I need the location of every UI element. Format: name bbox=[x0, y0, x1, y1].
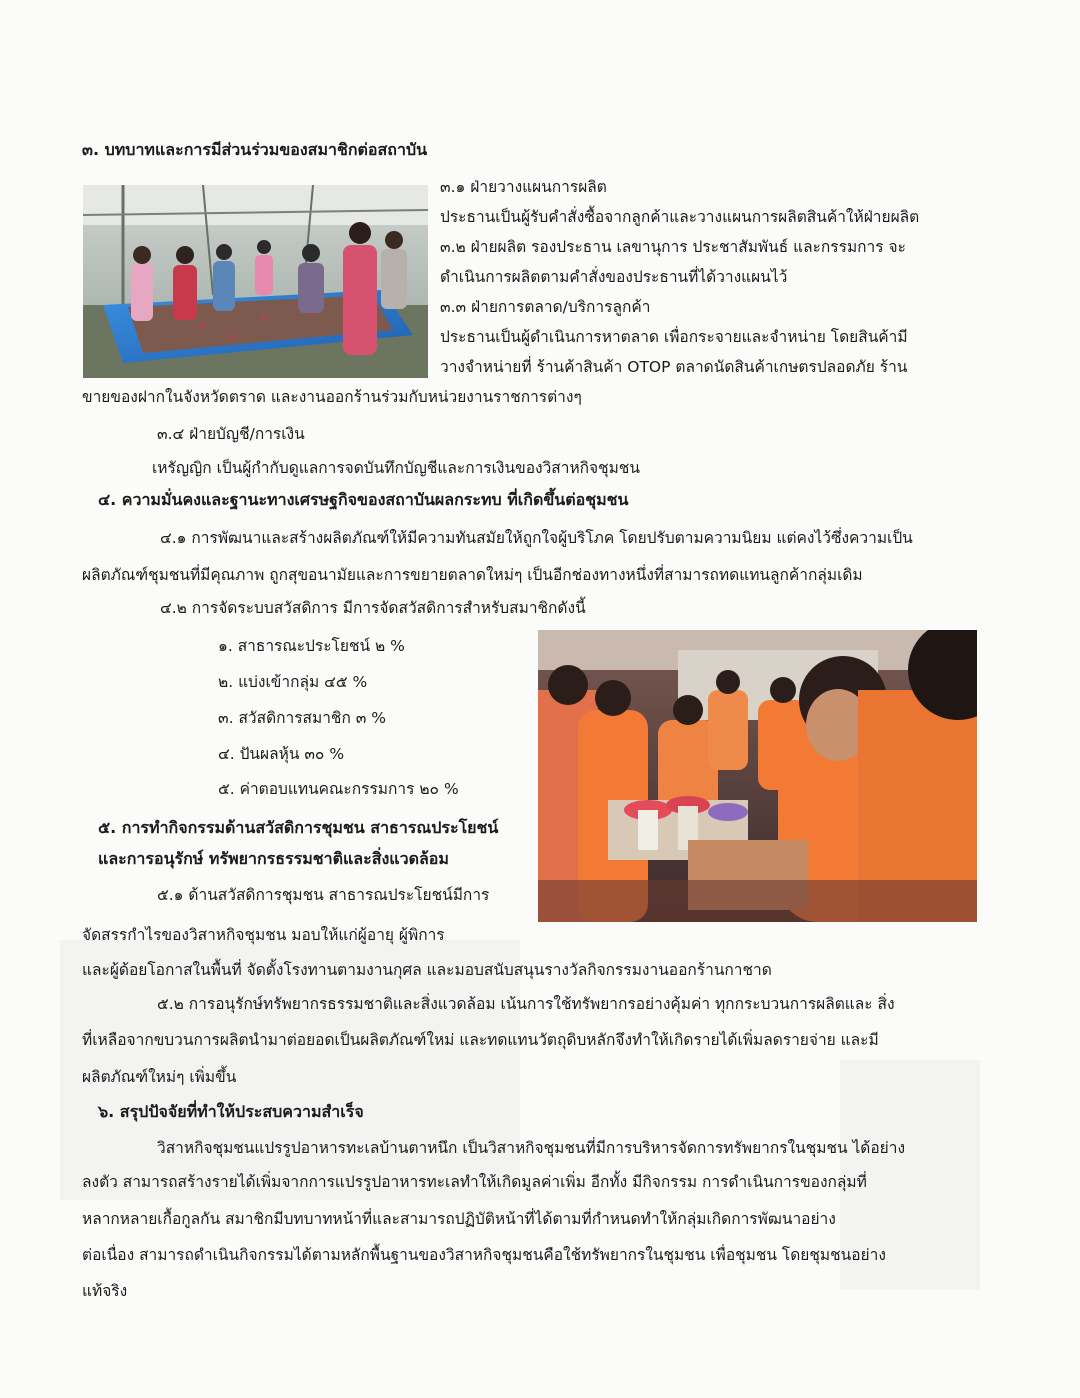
s6-line3: หลากหลายเกื้อกูลกัน สมาชิกมีบทบาทหน้าที่และสามารถปฏิบัติหน้าที่ได้ตามที่กำหนดทำให้กลุ่มเกิดการพัฒนาอย่าง bbox=[82, 1210, 836, 1228]
s41-line1: ๔.๑ การพัฒนาและสร้างผลิตภัณฑ์ให้มีความทันสมัยให้ถูกใจผู้บริโภค โดยปรับตามความนิยม แต่คงไว้ซึ่งความเป็น bbox=[160, 529, 913, 547]
welfare-item: ๔. ปันผลหุ้น ๓๐ % bbox=[218, 745, 345, 763]
section-4-heading: ๔. ความมั่นคงและฐานะทางเศรษฐกิจของสถาบันผลกระทบ ที่เกิดขึ้นต่อชุมชน bbox=[98, 490, 629, 509]
s33-line1: ประธานเป็นผู้ดำเนินการหาตลาด เพื่อกระจายและจำหน่าย โดยสินค้ามี bbox=[440, 328, 908, 346]
photo-drying-seafood bbox=[83, 185, 428, 378]
s41-line2: ผลิตภัณฑ์ชุมชนที่มีคุณภาพ ถูกสุขอนามัยและการขยายตลาดใหม่ๆ เป็นอีกช่องทางหนึ่งที่สามารถทดแทนลูกค้ากลุ่มเดิม bbox=[82, 566, 863, 584]
welfare-item: ๑. สาธารณะประโยชน์ ๒ % bbox=[218, 637, 405, 655]
s6-line1: วิสาหกิจชุมชนแปรรูปอาหารทะเลบ้านตาหนึก เป็นวิสาหกิจชุมชนที่มีการบริหารจัดการทรัพยากรในชุมชน ได้อย่าง bbox=[157, 1139, 906, 1157]
s34-text: เหรัญญิก เป็นผู้กำกับดูแลการจดบันทึกบัญชีและการเงินของวิสาหกิจชุมชน bbox=[152, 459, 640, 477]
welfare-item: ๒. แบ่งเข้ากลุ่ม ๔๕ % bbox=[218, 673, 368, 691]
s42-title: ๔.๒ การจัดระบบสวัสดิการ มีการจัดสวัสดิการสำหรับสมาชิกดังนี้ bbox=[160, 599, 586, 617]
s32-line1: ๓.๒ ฝ่ายผลิต รองประธาน เลขานุการ ประชาสัมพันธ์ และกรรมการ จะ bbox=[440, 238, 906, 256]
s51-line1: ๕.๑ ด้านสวัสดิการชุมชน สาธารณประโยชน์มีการ bbox=[157, 886, 490, 904]
s34-title: ๓.๔ ฝ่ายบัญชี/การเงิน bbox=[157, 425, 305, 443]
s51-line2: จัดสรรกำไรของวิสาหกิจชุมชน มอบให้แก่ผู้อายุ ผู้พิการ bbox=[82, 926, 445, 944]
section-5-heading-line2: และการอนุรักษ์ ทรัพยากรธรรมชาติและสิ่งแวดล้อม bbox=[98, 849, 449, 868]
s51-line3: และผู้ด้อยโอกาสในพื้นที่ จัดตั้งโรงทานตามงานกุศล และมอบสนับสนุนรางวัลกิจกรรมงานออกร้านกาชาด bbox=[82, 961, 772, 979]
s6-line4: ต่อเนื่อง สามารถดำเนินกิจกรรมได้ตามหลักพื้นฐานของวิสาหกิจชุมชนคือใช้ทรัพยากรในชุมชน เพื่อชุมชน โดยชุมชนอย่าง bbox=[82, 1246, 886, 1264]
s52-line2: ที่เหลือจากขบวนการผลิตนำมาต่อยอดเป็นผลิตภัณฑ์ใหม่ และทดแทนวัตถุดิบหลักจึงทำให้เกิดรายได้เพิ่มลดรายจ่าย และมี bbox=[82, 1031, 879, 1049]
welfare-item: ๓. สวัสดิการสมาชิก ๓ % bbox=[218, 709, 387, 727]
s33-line3: ขายของฝากในจังหวัดตราด และงานออกร้านร่วมกับหน่วยงานราชการต่างๆ bbox=[82, 388, 582, 406]
s31-title: ๓.๑ ฝ่ายวางแผนการผลิต bbox=[440, 178, 607, 196]
section-6-heading: ๖. สรุปปัจจัยที่ทำให้ประสบความสำเร็จ bbox=[98, 1102, 364, 1121]
s6-line2: ลงตัว สามารถสร้างรายได้เพิ่มจากการแปรรูปอาหารทะเลทำให้เกิดมูลค่าเพิ่ม อีกทั้ง มีกิจกรรม การดำเนินการของกลุ่มที่ bbox=[82, 1173, 867, 1191]
s33-line2: วางจำหน่ายที่ ร้านค้าสินค้า OTOP ตลาดนัดสินค้าเกษตรปลอดภัย ร้าน bbox=[440, 358, 908, 376]
welfare-item: ๕. ค่าตอบแทนคณะกรรมการ ๒๐ % bbox=[218, 780, 459, 798]
s52-line3: ผลิตภัณฑ์ใหม่ๆ เพิ่มขึ้น bbox=[82, 1068, 237, 1086]
photo-members-booth bbox=[538, 630, 977, 922]
s32-line2: ดำเนินการผลิตตามคำสั่งของประธานที่ได้วางแผนไว้ bbox=[440, 268, 788, 286]
s6-line5: แท้จริง bbox=[82, 1282, 128, 1300]
s52-line1: ๕.๒ การอนุรักษ์ทรัพยากรธรรมชาติและสิ่งแวดล้อม เน้นการใช้ทรัพยากรอย่างคุ้มค่า ทุกกระบวนการผลิตและ สิ่ง bbox=[157, 995, 895, 1013]
section-5-heading-line1: ๕. การทำกิจกรรมด้านสวัสดิการชุมชน สาธารณประโยชน์ bbox=[98, 818, 499, 837]
s31-text: ประธานเป็นผู้รับคำสั่งซื้อจากลูกค้าและวางแผนการผลิตสินค้าให้ฝ่ายผลิต bbox=[440, 208, 920, 226]
s33-title: ๓.๓ ฝ่ายการตลาด/บริการลูกค้า bbox=[440, 298, 651, 316]
section-3-heading: ๓. บทบาทและการมีส่วนร่วมของสมาชิกต่อสถาบัน bbox=[82, 140, 428, 159]
